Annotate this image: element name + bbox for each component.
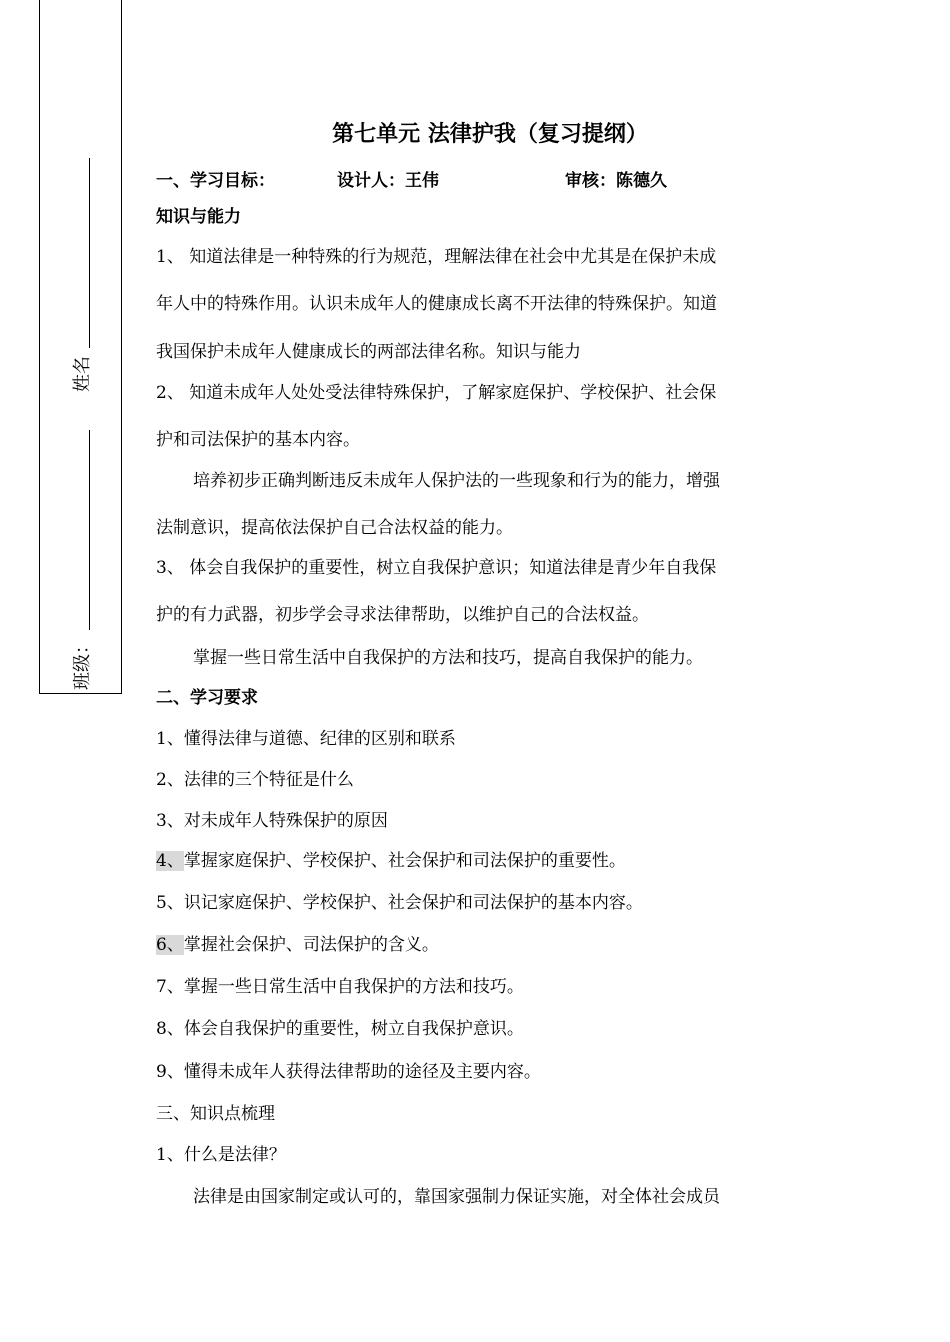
para4-line2: 护的有力武器，初步学会寻求法律帮助，以维护自己的合法权益。 — [156, 605, 649, 625]
name-fill-line — [89, 158, 90, 348]
class-label: 班级： — [72, 636, 93, 690]
binding-margin-box — [39, 0, 122, 694]
requirement-item: 1、懂得法律与道德、纪律的区别和联系 — [156, 729, 456, 749]
knowledge-heading: 三、知识点梳理 — [156, 1104, 275, 1124]
ability-heading: 知识与能力 — [156, 207, 241, 227]
para1-line1: 1、 知道法律是一种特殊的行为规范，理解法律在社会中尤其是在保护未成 — [156, 247, 717, 267]
goals-heading: 一、学习目标： — [156, 171, 275, 191]
class-fill-line — [89, 430, 90, 630]
para2-line1: 2、 知道未成年人处处受法律特殊保护，了解家庭保护、学校保护、社会保 — [156, 383, 717, 403]
requirement-item: 5、识记家庭保护、学校保护、社会保护和司法保护的基本内容。 — [156, 893, 643, 913]
requirement-item: 3、对未成年人特殊保护的原因 — [156, 811, 388, 831]
para3-line2: 法制意识，提高依法保护自己合法权益的能力。 — [156, 518, 513, 538]
requirement-item: 9、懂得未成年人获得法律帮助的途径及主要内容。 — [156, 1062, 541, 1082]
requirement-item: 8、体会自我保护的重要性，树立自我保护意识。 — [156, 1019, 524, 1039]
requirement-item: 4、掌握家庭保护、学校保护、社会保护和司法保护的重要性。 — [156, 851, 626, 871]
requirements-heading: 二、学习要求 — [156, 688, 258, 708]
requirement-item: 2、法律的三个特征是什么 — [156, 770, 354, 790]
name-label: 姓名 — [72, 356, 93, 392]
para3-line1: 培养初步正确判断违反未成年人保护法的一些现象和行为的能力，增强 — [193, 471, 720, 491]
para2-line2: 护和司法保护的基本内容。 — [156, 430, 360, 450]
requirement-item: 6、掌握社会保护、司法保护的含义。 — [156, 935, 439, 955]
para1-line3: 我国保护未成年人健康成长的两部法律名称。知识与能力 — [156, 342, 581, 362]
designer-label: 设计人：王伟 — [337, 171, 439, 191]
question-1: 1、什么是法律？ — [156, 1145, 286, 1165]
page-title: 第七单元 法律护我（复习提纲） — [332, 122, 648, 147]
requirement-item: 7、掌握一些日常生活中自我保护的方法和技巧。 — [156, 977, 524, 997]
reviewer-label: 审核：陈德久 — [565, 171, 667, 191]
para4-line1: 3、 体会自我保护的重要性，树立自我保护意识；知道法律是青少年自我保 — [156, 558, 717, 578]
para5: 掌握一些日常生活中自我保护的方法和技巧，提高自我保护的能力。 — [193, 648, 703, 668]
answer-1: 法律是由国家制定或认可的，靠国家强制力保证实施，对全体社会成员 — [193, 1187, 720, 1207]
para1-line2: 年人中的特殊作用。认识未成年人的健康成长离不开法律的特殊保护。知道 — [156, 294, 717, 314]
